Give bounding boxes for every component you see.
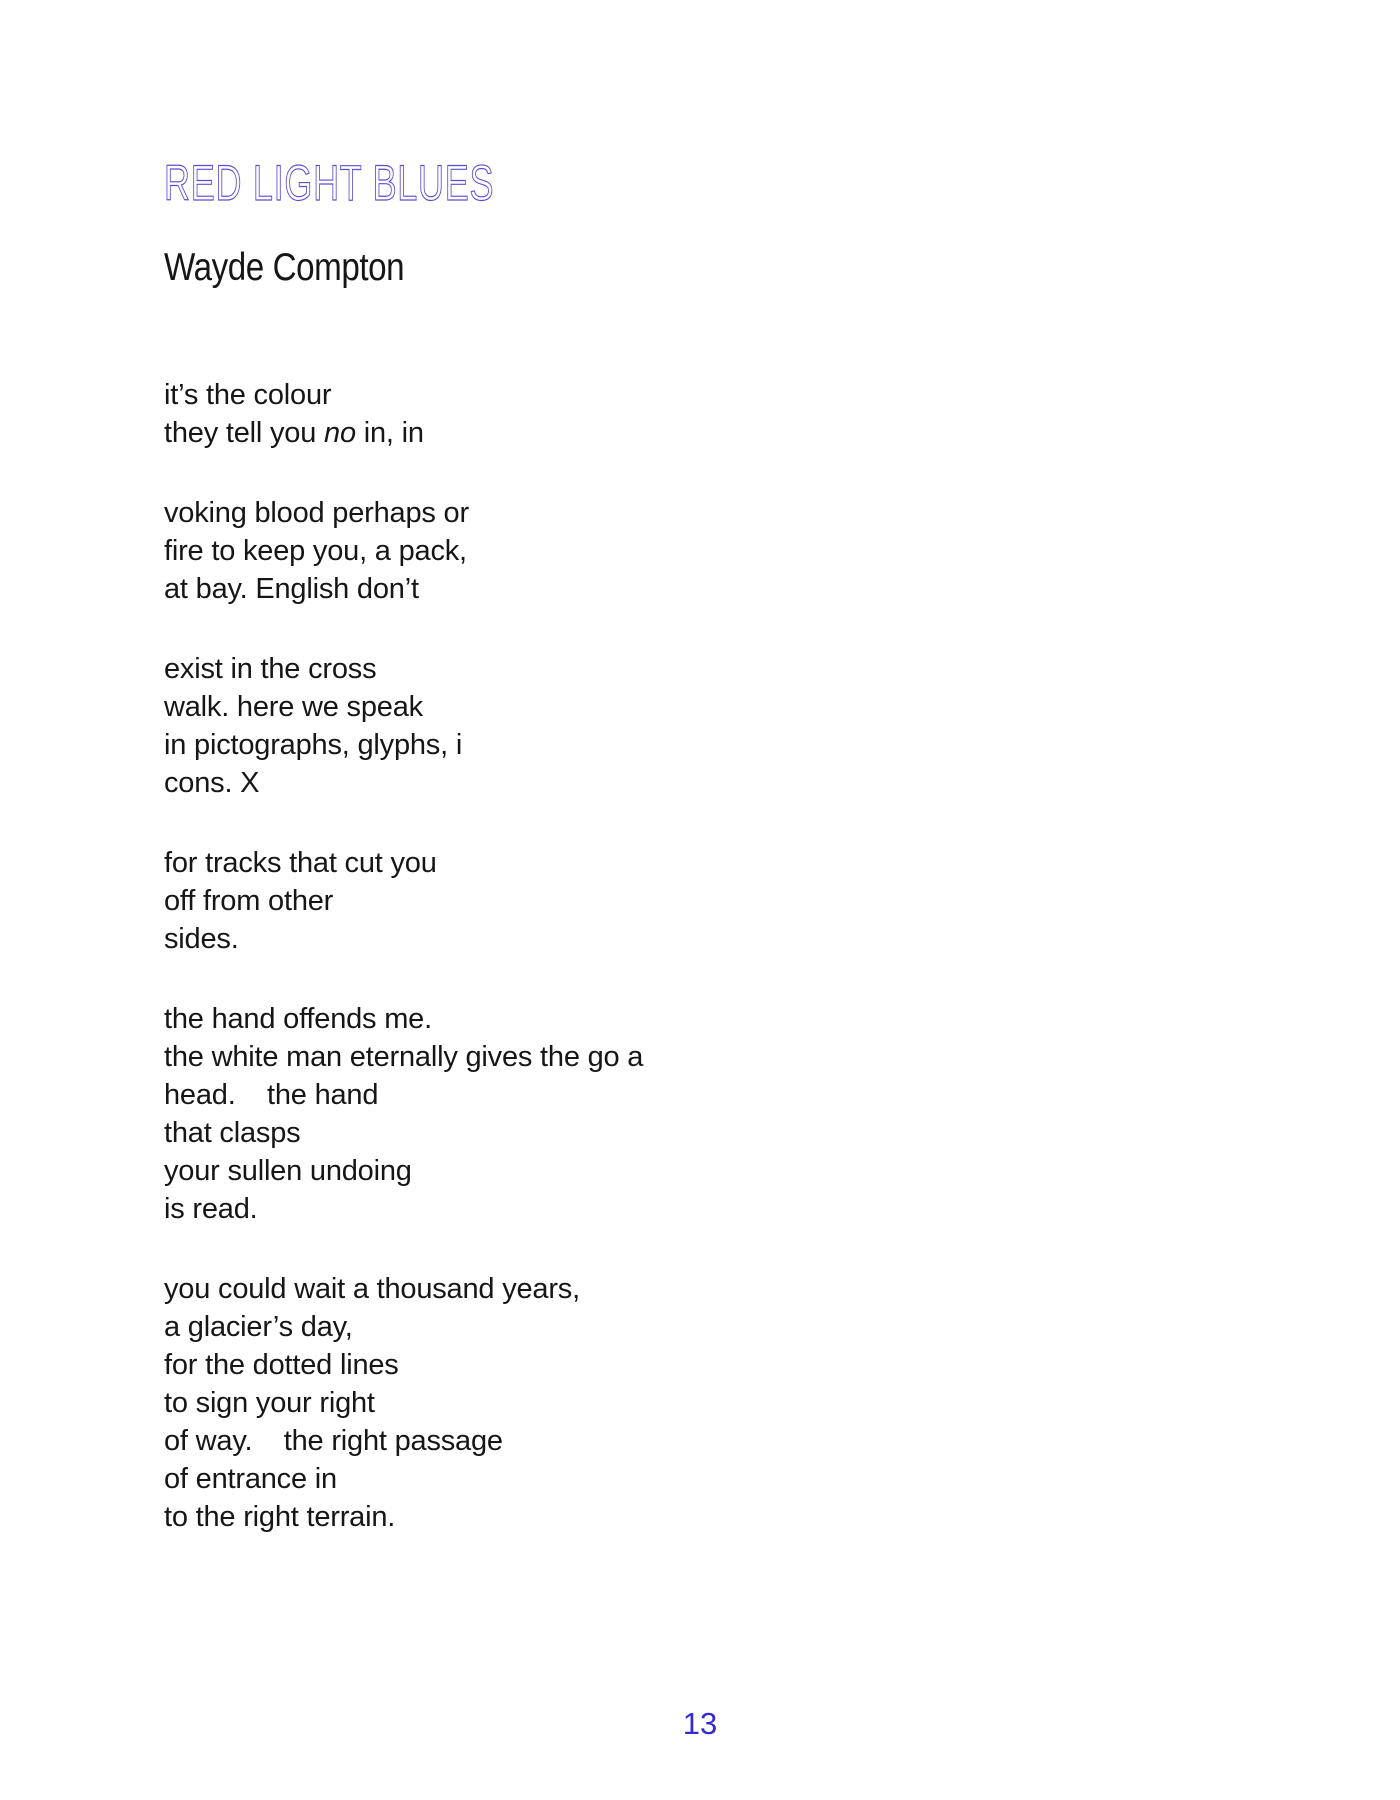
poem-line-segment: exist in the cross <box>164 653 377 685</box>
poem-line <box>164 1270 1264 1308</box>
poem-line <box>164 1114 1264 1152</box>
poem-line <box>164 764 1264 802</box>
poem-line <box>164 844 1264 882</box>
poem-line-segment: voking blood perhaps or <box>164 497 469 529</box>
poem-line <box>164 1152 1264 1190</box>
poem-line-segment: to the right terrain. <box>164 1501 396 1533</box>
poem-line <box>164 494 1264 532</box>
poem-title: RED LIGHT BLUES <box>164 155 495 211</box>
poem-line-segment: they tell you <box>164 417 325 449</box>
poem-line-segment: fire to keep you, a pack, <box>164 535 467 567</box>
poem-line <box>164 1460 1264 1498</box>
poem-line-segment: of entrance in <box>164 1463 337 1495</box>
poem-line-segment: is read. <box>164 1193 258 1225</box>
poem-line <box>164 1498 1264 1536</box>
poem-line-segment: in, in <box>355 417 424 449</box>
poem-line-segment: your sullen undoing <box>164 1155 412 1187</box>
poem-line <box>164 414 1264 452</box>
page-number: 13 <box>682 1706 718 1741</box>
poem-line-segment: for the dotted lines <box>164 1349 399 1381</box>
poem-line-segment: you could wait a thousand years, <box>164 1273 580 1305</box>
poem-line-segment: of way. the right passage <box>164 1425 503 1457</box>
poem-line-segment: it’s the colour <box>164 379 332 411</box>
poem-line-segment: at bay. English don’t <box>164 573 419 605</box>
page-content <box>164 155 1264 1536</box>
stanza <box>164 650 1264 802</box>
poem-line <box>164 1076 1264 1114</box>
poem-line-segment: cons. X <box>164 767 260 799</box>
poem-line <box>164 1308 1264 1346</box>
poem-line-segment: sides. <box>164 923 239 955</box>
poem-line <box>164 726 1264 764</box>
stanza <box>164 844 1264 958</box>
poem-line <box>164 920 1264 958</box>
poem-line-segment: in pictographs, glyphs, i <box>164 729 463 761</box>
poem-line <box>164 1346 1264 1384</box>
poem-line <box>164 688 1264 726</box>
poem-line-segment: a glacier’s day, <box>164 1311 353 1343</box>
poem-line <box>164 650 1264 688</box>
poem-line-segment: that clasps <box>164 1117 301 1149</box>
poem-line-segment: for tracks that cut you <box>164 847 437 879</box>
poem-line-italic-segment: no <box>324 417 356 449</box>
poem-line <box>164 1422 1264 1460</box>
stanza <box>164 376 1264 452</box>
poem-line <box>164 1190 1264 1228</box>
poem-line <box>164 1000 1264 1038</box>
poem-line <box>164 1384 1264 1422</box>
poem-line-segment: walk. here we speak <box>164 691 423 723</box>
poem-line <box>164 532 1264 570</box>
poem-line <box>164 376 1264 414</box>
poem-line-segment: to sign your right <box>164 1387 375 1419</box>
poem-line-segment: the hand offends me. <box>164 1003 432 1035</box>
poem-author: Wayde Compton <box>164 246 405 289</box>
poem-line <box>164 1038 1264 1076</box>
poem-body <box>164 376 1264 1536</box>
stanza <box>164 1270 1264 1536</box>
poem-line-segment: off from other <box>164 885 334 917</box>
poem-line-segment: head. the hand <box>164 1079 379 1111</box>
stanza <box>164 494 1264 608</box>
poem-line <box>164 882 1264 920</box>
poem-line-segment: the white man eternally gives the go a <box>164 1041 644 1073</box>
stanza <box>164 1000 1264 1228</box>
poem-line <box>164 570 1264 608</box>
